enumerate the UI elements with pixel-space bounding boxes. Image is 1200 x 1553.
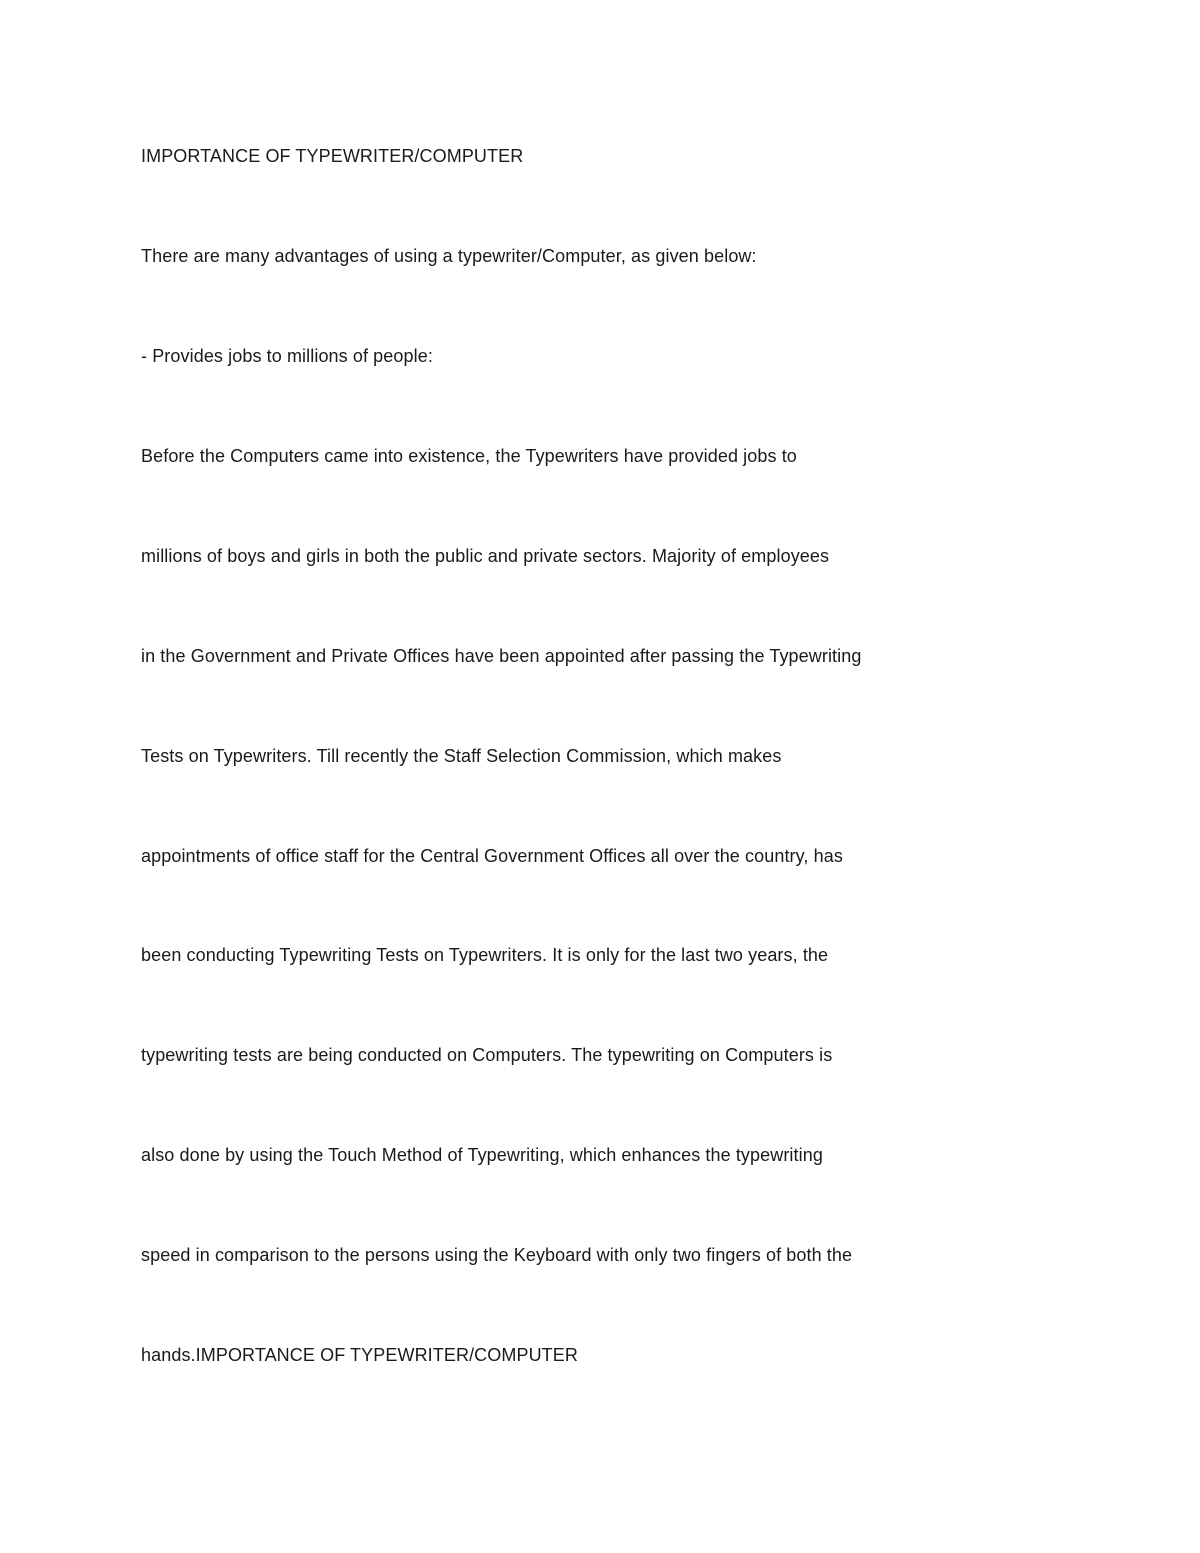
body-line: also done by using the Touch Method of Typewriting, which enhances the typewriting xyxy=(141,1145,823,1165)
body-line: appointments of office staff for the Central Government Offices all over the country, has xyxy=(141,846,843,866)
body-line: in the Government and Private Offices have been appointed after passing the Typewriting xyxy=(141,646,862,666)
body-line: hands.IMPORTANCE OF TYPEWRITER/COMPUTER xyxy=(141,1345,578,1365)
body-line: Before the Computers came into existence, the Typewriters have provided jobs to xyxy=(141,446,797,466)
body-line: millions of boys and girls in both the public and private sectors. Majority of employees xyxy=(141,546,830,566)
body-line: typewriting tests are being conducted on Computers. The typewriting on Computers is xyxy=(141,1045,833,1065)
body-line: Tests on Typewriters. Till recently the Staff Selection Commission, which makes xyxy=(141,746,782,766)
body-line: speed in comparison to the persons using the Keyboard with only two fingers of both the xyxy=(141,1245,853,1265)
document-title: IMPORTANCE OF TYPEWRITER/COMPUTER xyxy=(141,146,524,166)
body-line: been conducting Typewriting Tests on Typewriters. It is only for the last two years, the xyxy=(141,945,829,965)
bullet-heading: - Provides jobs to millions of people: xyxy=(141,346,433,366)
intro-sentence: There are many advantages of using a typewriter/Computer, as given below: xyxy=(141,246,757,266)
